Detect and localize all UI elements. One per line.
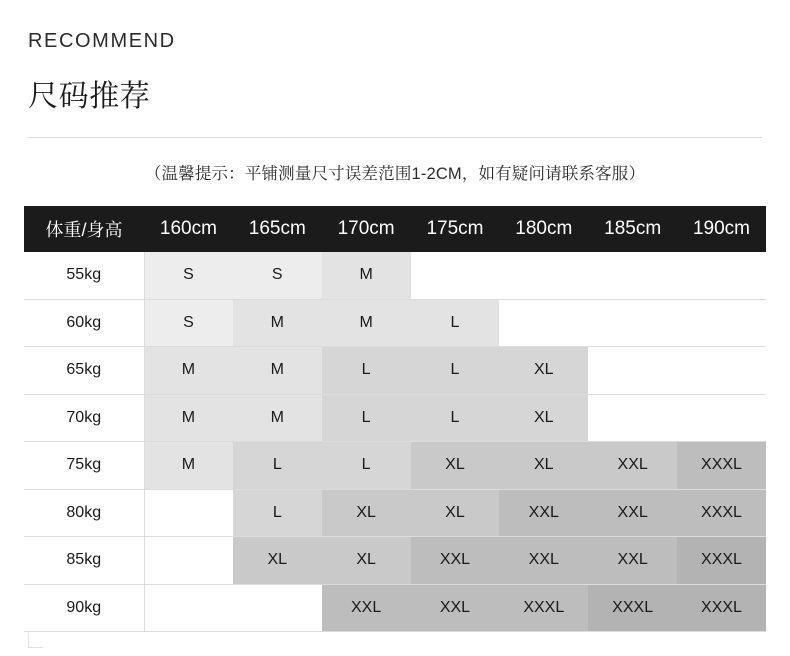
- size-cell: [588, 299, 677, 347]
- size-table-wrapper: [24, 206, 766, 632]
- size-cell: L: [233, 489, 322, 537]
- row-label: 75kg: [24, 442, 144, 490]
- table-head: [24, 206, 766, 252]
- table-row: [24, 347, 766, 395]
- size-cell: L: [411, 347, 500, 395]
- column-header-160cm: 160cm: [144, 206, 233, 252]
- size-cell: S: [144, 299, 233, 347]
- size-cell: M: [144, 442, 233, 490]
- size-cell: XL: [322, 537, 411, 585]
- size-cell: XL: [411, 489, 500, 537]
- column-header-165cm: 165cm: [233, 206, 322, 252]
- size-cell: [411, 252, 500, 299]
- size-cell: XXL: [411, 537, 500, 585]
- size-cell: [588, 347, 677, 395]
- size-cell: M: [144, 347, 233, 395]
- page-title: 尺码推荐: [28, 80, 151, 113]
- size-cell: [499, 252, 588, 299]
- size-cell: XL: [322, 489, 411, 537]
- table-row: [24, 299, 766, 347]
- size-cell: M: [233, 394, 322, 442]
- row-label: 65kg: [24, 347, 144, 395]
- header-divider: [28, 137, 762, 138]
- size-cell: XXXL: [677, 489, 766, 537]
- size-cell: L: [411, 394, 500, 442]
- size-cell: M: [144, 394, 233, 442]
- size-cell: [499, 299, 588, 347]
- column-header-185cm: 185cm: [588, 206, 677, 252]
- size-cell: XXL: [499, 537, 588, 585]
- size-cell: S: [233, 252, 322, 299]
- size-cell: L: [322, 394, 411, 442]
- size-cell: XXL: [322, 584, 411, 632]
- size-cell: XL: [233, 537, 322, 585]
- table-header-row: [24, 206, 766, 252]
- row-label: 60kg: [24, 299, 144, 347]
- size-cell: M: [322, 252, 411, 299]
- size-cell: XXXL: [499, 584, 588, 632]
- corner-mark: [28, 633, 43, 648]
- table-row: [24, 442, 766, 490]
- size-cell: [144, 537, 233, 585]
- size-cell: XXXL: [588, 584, 677, 632]
- size-cell: [588, 394, 677, 442]
- size-cell: XL: [499, 394, 588, 442]
- table-corner-label: 体重/身高: [24, 206, 144, 252]
- size-cell: [588, 252, 677, 299]
- table-row: [24, 489, 766, 537]
- row-label: 55kg: [24, 252, 144, 299]
- table-row: [24, 537, 766, 585]
- size-cell: XL: [499, 347, 588, 395]
- size-cell: M: [322, 299, 411, 347]
- table-row: [24, 394, 766, 442]
- size-cell: XL: [499, 442, 588, 490]
- size-cell: [233, 584, 322, 632]
- measurement-note: （温馨提示：平铺测量尺寸误差范围1-2CM，如有疑问请联系客服）: [144, 165, 646, 183]
- row-label: 85kg: [24, 537, 144, 585]
- size-cell: L: [322, 442, 411, 490]
- column-header-170cm: 170cm: [322, 206, 411, 252]
- size-cell: [677, 394, 766, 442]
- row-label: 80kg: [24, 489, 144, 537]
- size-cell: [677, 347, 766, 395]
- table-row: [24, 584, 766, 632]
- size-cell: [144, 489, 233, 537]
- row-label: 70kg: [24, 394, 144, 442]
- size-cell: S: [144, 252, 233, 299]
- page-header: [0, 0, 790, 115]
- table-row: [24, 252, 766, 299]
- eyebrow-label: RECOMMEND: [28, 30, 176, 52]
- size-cell: M: [233, 347, 322, 395]
- size-cell: XXXL: [677, 584, 766, 632]
- size-cell: XXL: [411, 584, 500, 632]
- size-cell: [144, 584, 233, 632]
- size-cell: [677, 252, 766, 299]
- column-header-175cm: 175cm: [411, 206, 500, 252]
- column-header-180cm: 180cm: [499, 206, 588, 252]
- table-body: [24, 252, 766, 632]
- size-cell: XXL: [588, 489, 677, 537]
- size-cell: L: [322, 347, 411, 395]
- column-header-190cm: 190cm: [677, 206, 766, 252]
- size-cell: [677, 299, 766, 347]
- size-cell: M: [233, 299, 322, 347]
- size-cell: XXL: [499, 489, 588, 537]
- size-cell: XXL: [588, 442, 677, 490]
- size-cell: XXXL: [677, 442, 766, 490]
- size-cell: XXL: [588, 537, 677, 585]
- size-cell: XL: [411, 442, 500, 490]
- size-cell: L: [233, 442, 322, 490]
- row-label: 90kg: [24, 584, 144, 632]
- size-cell: XXXL: [677, 537, 766, 585]
- size-recommend-table: [24, 206, 766, 632]
- size-cell: L: [411, 299, 500, 347]
